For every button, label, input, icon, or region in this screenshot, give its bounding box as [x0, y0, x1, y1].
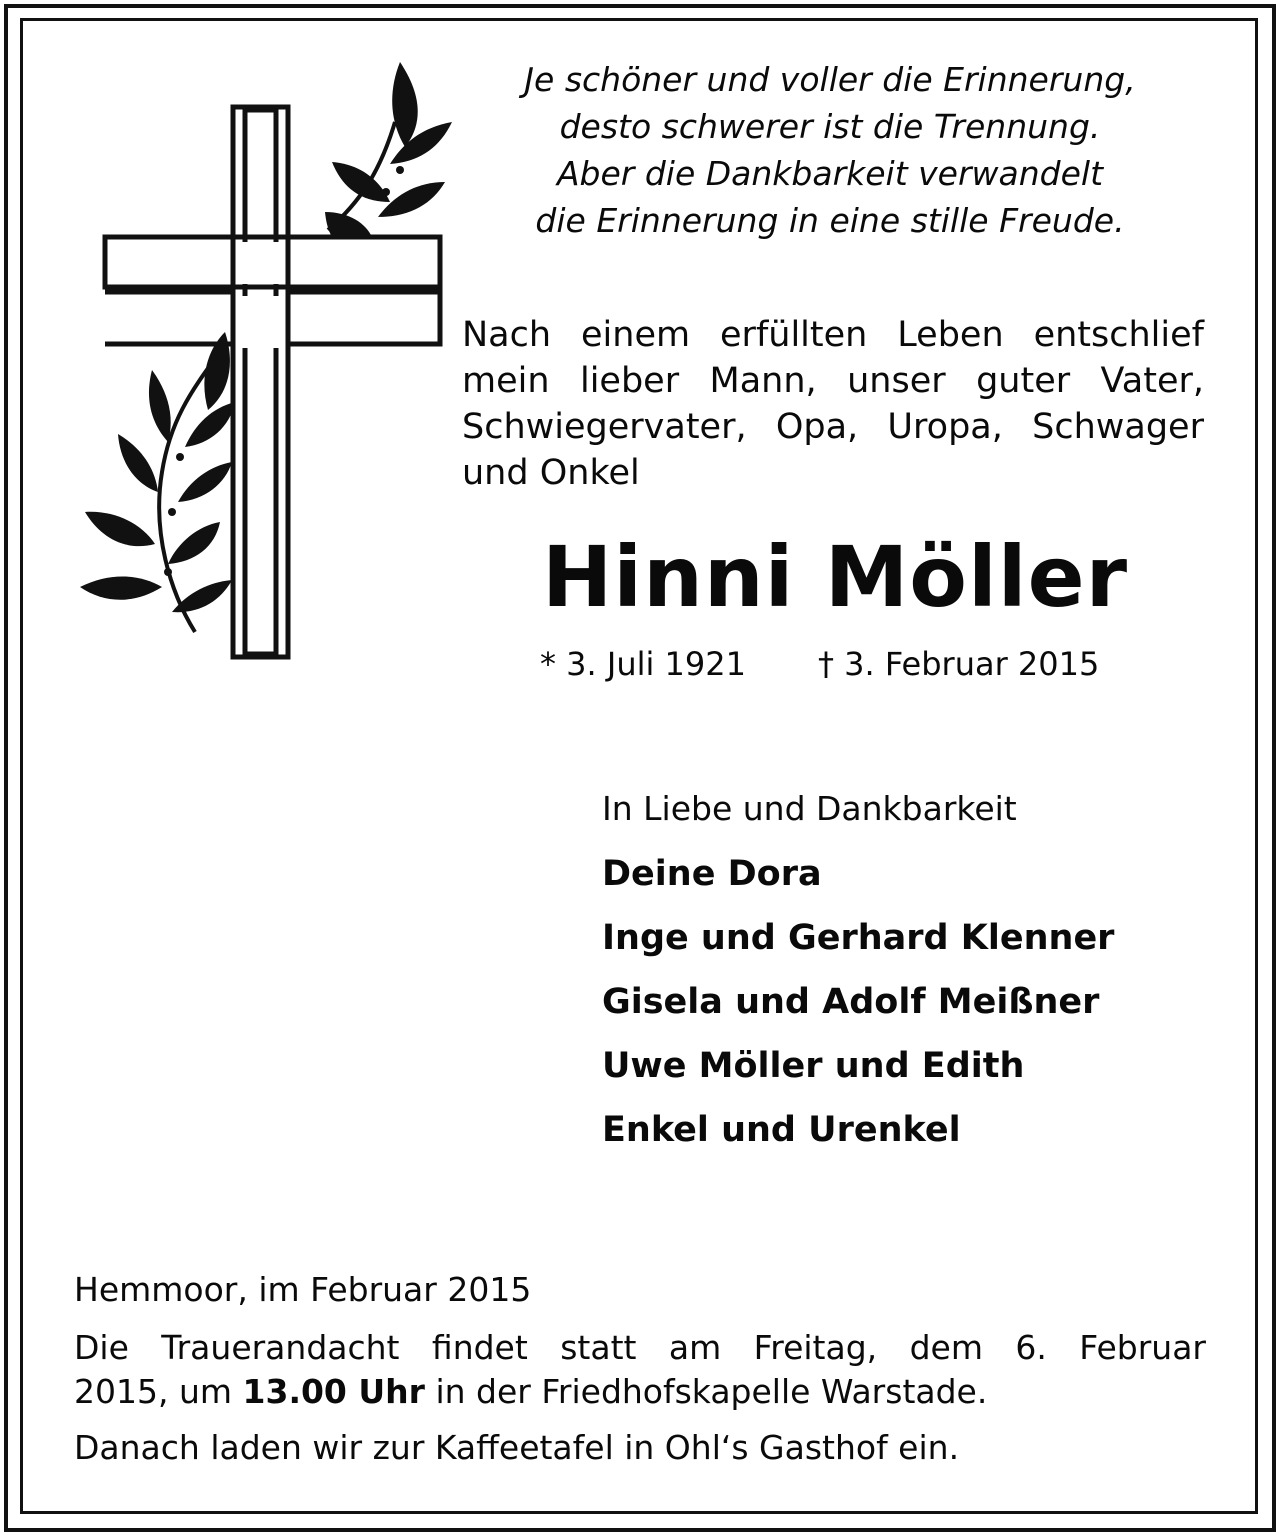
- family-member: Gisela und Adolf Meißner: [602, 982, 1100, 1022]
- place-and-date: Hemmoor, im Februar 2015: [74, 1270, 532, 1309]
- quote-line: desto schwerer ist die Trennung.: [559, 107, 1101, 146]
- funeral-service-details: [74, 1326, 1206, 1414]
- service-location: in der Friedhofskapelle Warstade.: [424, 1372, 988, 1411]
- quote-line: Aber die Dankbarkeit verwandelt: [556, 154, 1104, 193]
- service-line: Die Trauerandacht findet statt am Freitag, dem 6. Februar: [74, 1328, 1206, 1367]
- service-time: 13.00 Uhr: [242, 1372, 425, 1411]
- service-line: [74, 1370, 1206, 1414]
- life-dates: [540, 640, 1140, 688]
- mourners-signature: [602, 784, 1222, 1162]
- lower-branch-icon: [80, 332, 235, 632]
- announcement-line: Nach einem erfüllten Leben entschlief: [462, 315, 1204, 355]
- family-member: Deine Dora: [602, 854, 822, 894]
- service-text: 2015, um: [74, 1372, 243, 1411]
- family-member: Inge und Gerhard Klenner: [602, 918, 1115, 958]
- quote-line: die Erinnerung in eine stille Freude.: [535, 201, 1125, 240]
- family-member: Enkel und Urenkel: [602, 1110, 961, 1150]
- closing-phrase: In Liebe und Dankbarkeit: [602, 789, 1017, 828]
- upper-branch-icon: [325, 62, 452, 237]
- birth-date: * 3. Juli 1921: [540, 645, 746, 683]
- family-member: Uwe Möller und Edith: [602, 1046, 1025, 1086]
- deceased-name: Hinni Möller: [541, 528, 1128, 626]
- announcement-line: Schwiegervater, Opa, Uropa, Schwager: [462, 407, 1204, 447]
- family-list: [602, 842, 1222, 1162]
- announcement-line: mein lieber Mann, unser guter Vater,: [462, 361, 1204, 401]
- cross-with-branches-icon: [60, 52, 470, 672]
- reception-invitation: Danach laden wir zur Kaffeetafel in Ohl‘s Gasthof ein.: [74, 1428, 960, 1467]
- death-announcement-text: [462, 312, 1204, 496]
- quote-line: Je schöner und voller die Erinnerung,: [524, 60, 1136, 99]
- service-information: [74, 1266, 1206, 1470]
- memorial-quote: [470, 56, 1190, 244]
- announcement-line: und Onkel: [462, 453, 640, 493]
- death-date: † 3. Februar 2015: [818, 645, 1100, 683]
